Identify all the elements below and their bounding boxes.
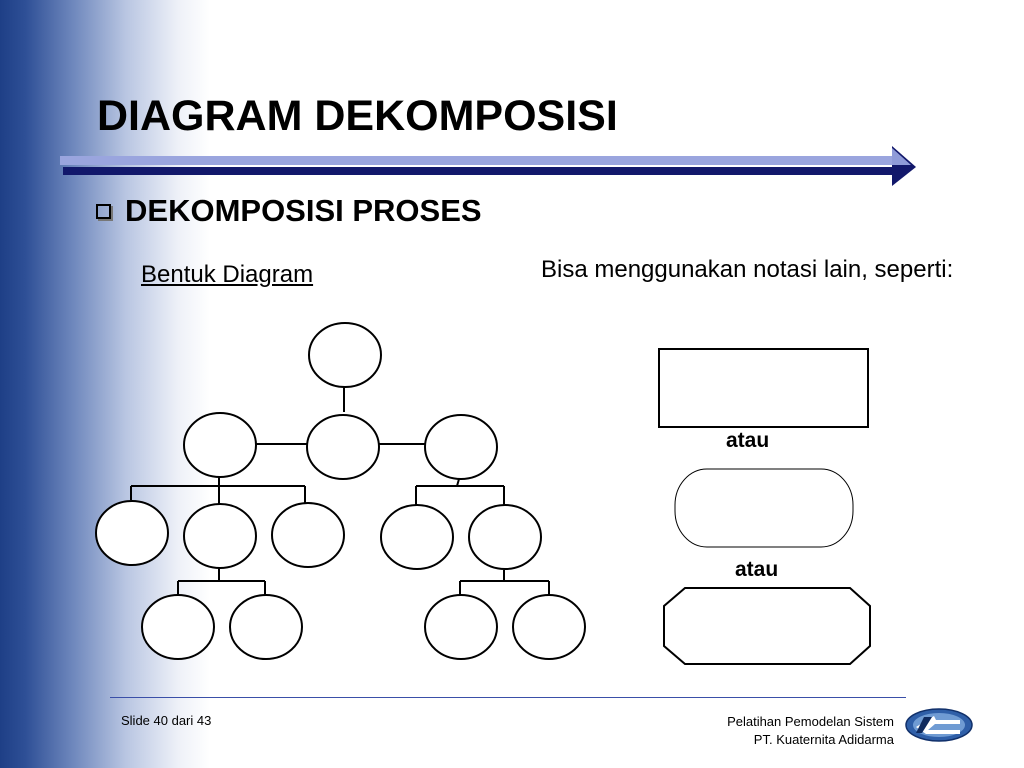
separator-label-1: atau (726, 429, 770, 452)
bullet-subtitle: DEKOMPOSISI PROSES (125, 193, 482, 228)
notation-note: Bisa menggunakan notasi lain, seperti: (541, 256, 954, 283)
footer-divider (110, 697, 906, 698)
company-logo-icon (904, 707, 974, 743)
separator-label-2: atau (735, 558, 779, 581)
slide-number: Slide 40 dari 43 (121, 713, 212, 728)
notation-rounded-rectangle (675, 469, 853, 547)
slide-title: DIAGRAM DEKOMPOSISI (97, 92, 618, 140)
footer-organization (727, 713, 894, 749)
footer-line-1: Pelatihan Pemodelan Sistem (727, 714, 894, 729)
notation-octagon (664, 588, 870, 664)
footer-line-2: PT. Kuaternita Adidarma (753, 732, 894, 747)
notation-rectangle (659, 349, 868, 427)
diagram-label: Bentuk Diagram (141, 261, 314, 288)
